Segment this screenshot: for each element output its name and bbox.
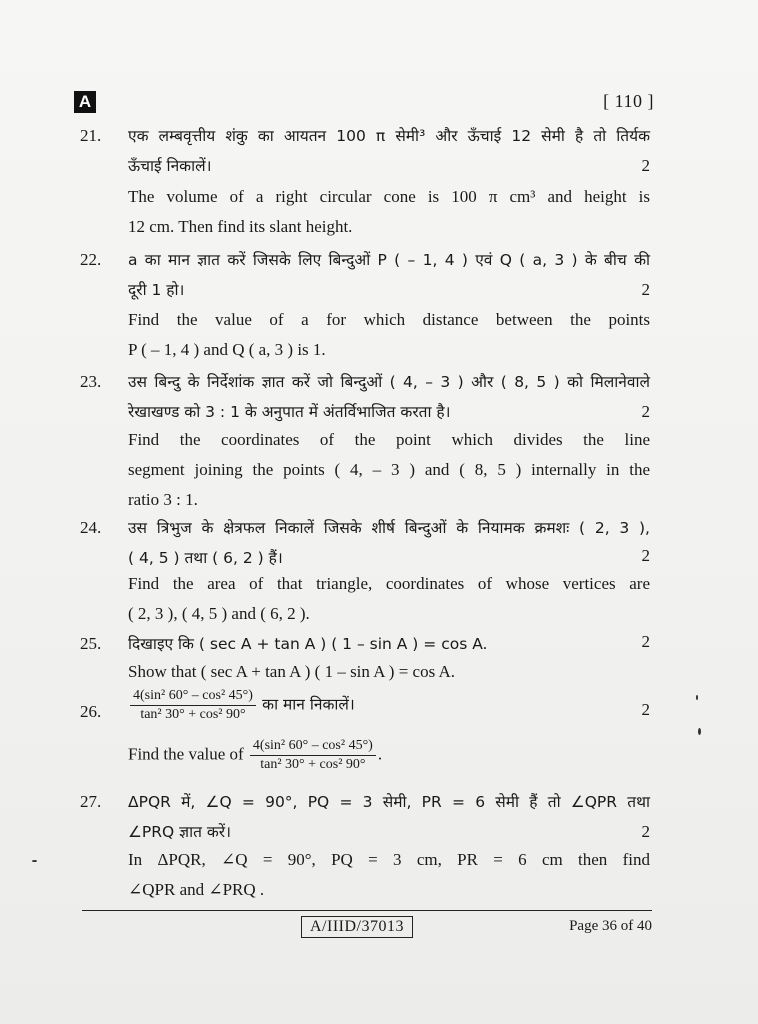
marks: 2 [641, 700, 650, 719]
question-code: [ 110 ] [603, 91, 654, 111]
marks: 2 [641, 402, 650, 421]
question-number: 25. [80, 634, 102, 653]
question-number: 27. [80, 792, 102, 811]
set-badge: A [74, 91, 96, 113]
hindi-suffix: का मान निकालें। [262, 695, 355, 714]
ink-speck [698, 728, 701, 735]
page-number: Page 36 of 40 [569, 918, 652, 934]
fraction [250, 738, 376, 773]
english-line: ∠QPR and ∠PRQ . [128, 880, 265, 899]
hindi-line: ( 4, 5 ) तथा ( 6, 2 ) हैं। [128, 549, 283, 567]
english-line: In ΔPQR, ∠Q = 90°, PQ = 3 cm, PR = 6 cm then find [128, 850, 650, 869]
hindi-line: एक लम्बवृत्तीय शंकु का आयतन 100 π सेमी³ और ऊँचाई 12 सेमी है तो तिर्यक [128, 127, 650, 145]
ink-speck [696, 695, 698, 700]
question-number: 23. [80, 372, 102, 391]
marks: 2 [641, 280, 650, 299]
english-line: Find the area of that triangle, coordinates of whose vertices are [128, 574, 650, 593]
formula-line [128, 688, 650, 723]
english-line: ( 2, 3 ), ( 4, 5 ) and ( 6, 2 ). [128, 604, 310, 623]
english-line: ratio 3 : 1. [128, 490, 198, 509]
hindi-line: ΔPQR में, ∠Q = 90°, PQ = 3 सेमी, PR = 6 सेमी हैं तो ∠QPR तथा [128, 793, 650, 811]
paper-code: A/IIID/37013 [301, 916, 413, 938]
english-line: P ( – 1, 4 ) and Q ( a, 3 ) is 1. [128, 340, 326, 359]
fraction-denominator: tan² 30° + cos² 90° [140, 707, 246, 722]
hindi-line: a का मान ज्ञात करें जिसके लिए बिन्दुओं P ( – 1, 4 ) एवं Q ( a, 3 ) के बीच की [128, 251, 650, 269]
fraction [130, 688, 256, 723]
marks: 2 [641, 156, 650, 175]
english-line: Find the value of a for which distance between the points [128, 310, 650, 329]
hindi-line: ∠PRQ ज्ञात करें। [128, 823, 231, 841]
english-line: The volume of a right circular cone is 100 π cm³ and height is [128, 187, 650, 206]
footer-rule [82, 910, 652, 911]
marks: 2 [641, 822, 650, 841]
english-line: segment joining the points ( 4, – 3 ) and ( 8, 5 ) internally in the [128, 460, 650, 479]
question-number: 26. [80, 702, 102, 721]
english-formula-line [128, 738, 650, 773]
marks: 2 [641, 546, 650, 565]
hindi-line: उस बिन्दु के निर्देशांक ज्ञात करें जो बिन्दुओं ( 4, – 3 ) और ( 8, 5 ) को मिलानेवाले [128, 373, 650, 391]
hindi-line: दिखाइए कि ( sec A + tan A ) ( 1 – sin A ) = cos A. [128, 635, 488, 653]
english-line: Find the coordinates of the point which divides the line [128, 430, 650, 449]
english-line: 12 cm. Then find its slant height. [128, 217, 353, 236]
period: . [377, 744, 383, 764]
fraction-numerator: 4(sin² 60° – cos² 45°) [250, 738, 376, 756]
question-number: 22. [80, 250, 102, 269]
ink-speck [32, 860, 37, 862]
hindi-line: ऊँचाई निकालें। [128, 157, 212, 175]
fraction-denominator: tan² 30° + cos² 90° [260, 757, 366, 772]
hindi-line: दूरी 1 हो। [128, 281, 185, 299]
marks: 2 [641, 632, 650, 651]
hindi-line: रेखाखण्ड को 3 : 1 के अनुपात में अंतर्विभाजित करता है। [128, 403, 451, 421]
question-number: 24. [80, 518, 102, 537]
fraction-numerator: 4(sin² 60° – cos² 45°) [130, 688, 256, 706]
english-line: Show that ( sec A + tan A ) ( 1 – sin A ) = cos A. [128, 662, 456, 681]
hindi-line: उस त्रिभुज के क्षेत्रफल निकालें जिसके शीर्ष बिन्दुओं के नियामक क्रमशः ( 2, 3 ), [128, 519, 650, 537]
question-number: 21. [80, 126, 102, 145]
english-prefix: Find the value of [128, 744, 244, 764]
